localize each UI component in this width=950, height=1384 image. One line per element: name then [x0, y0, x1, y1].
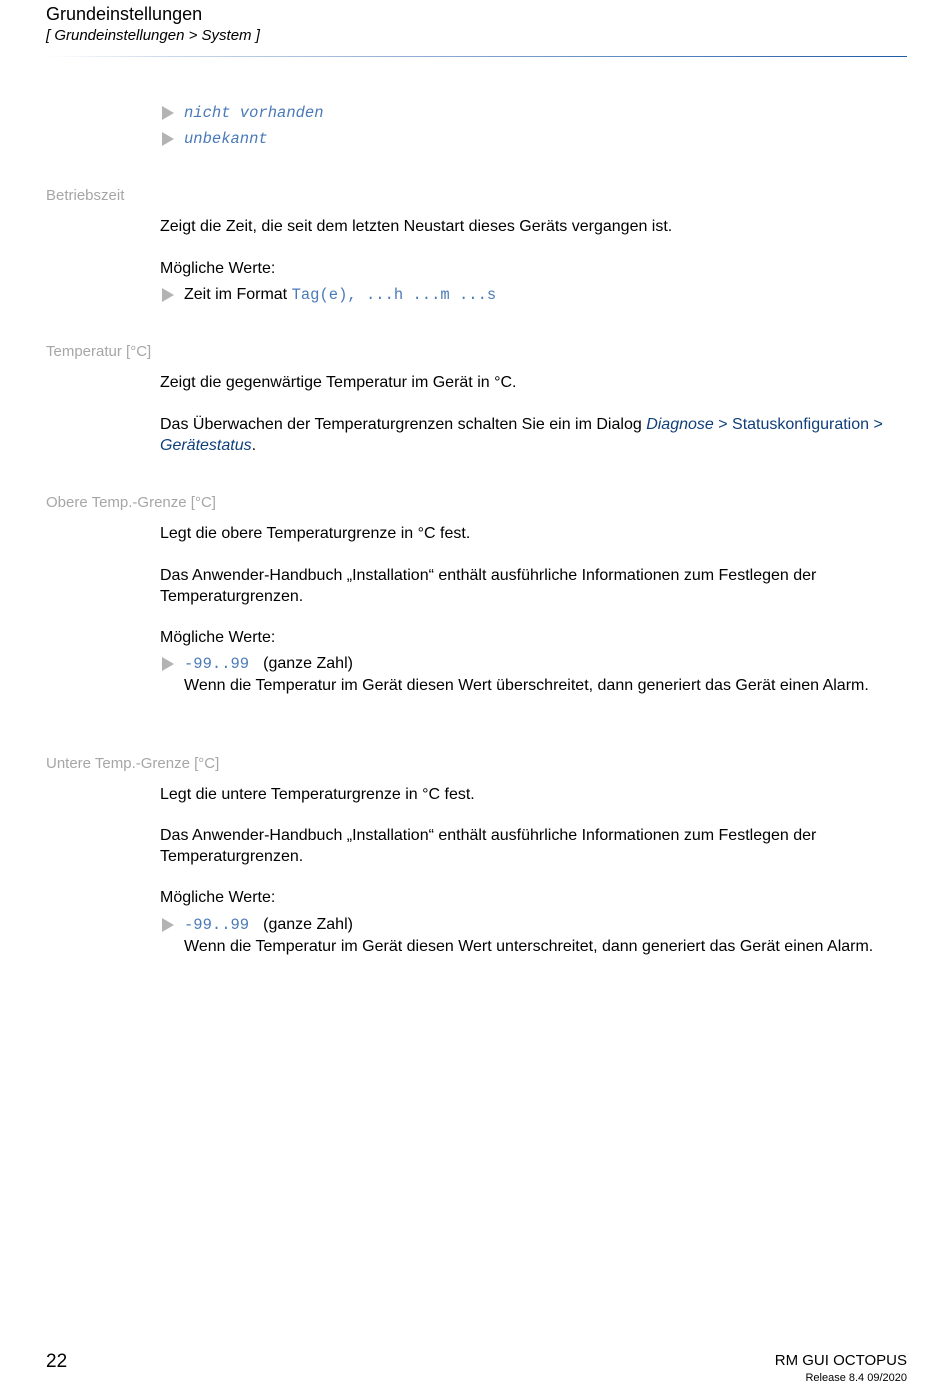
value-description: Wenn die Temperatur im Gerät diesen Wert unterschreitet, dann generiert das Gerät einen Alarm. [184, 938, 874, 955]
bullet-triangle-icon [162, 106, 174, 120]
section-label-betriebszeit: Betriebszeit [46, 187, 125, 204]
section-label-obere-grenze: Obere Temp.-Grenze [°C] [46, 494, 216, 511]
link-separator: > [713, 416, 733, 433]
link-separator: > [869, 416, 883, 433]
section-label-untere-grenze: Untere Temp.-Grenze [°C] [46, 755, 220, 772]
values-heading: Mögliche Werte: [160, 260, 276, 277]
section-note [160, 414, 900, 456]
value-code: -99..99 [184, 655, 250, 673]
value-type: (ganze Zahl) [263, 655, 353, 672]
section-description: Legt die untere Temperaturgrenze in °C fest. [160, 786, 475, 803]
product-name: RM GUI OCTOPUS [774, 1352, 907, 1369]
value-prefix: Zeit im Format [184, 286, 292, 303]
link-geraetestatus[interactable]: Gerätestatus [160, 437, 252, 454]
section-description: Zeigt die Zeit, die seit dem letzten Neustart dieses Geräts vergangen ist. [160, 218, 673, 235]
values-heading: Mögliche Werte: [160, 629, 276, 646]
link-statuskonfiguration[interactable]: Statuskonfiguration [732, 416, 870, 433]
value-description: Wenn die Temperatur im Gerät diesen Wert überschreitet, dann generiert das Gerät einen Alarm. [184, 677, 869, 694]
section-label-temperatur: Temperatur [°C] [46, 343, 152, 360]
header-divider [46, 56, 907, 57]
value-code: -99..99 [184, 916, 250, 934]
section-note: Das Anwender-Handbuch „Installation“ enthält ausführliche Informationen zum Festlegen der Temperaturgrenzen. [160, 567, 817, 605]
bullet-triangle-icon [162, 288, 174, 302]
section-note: Das Anwender-Handbuch „Installation“ enthält ausführliche Informationen zum Festlegen der Temperaturgrenzen. [160, 827, 817, 865]
value-type: (ganze Zahl) [263, 916, 353, 933]
section-description: Legt die obere Temperaturgrenze in °C fest. [160, 525, 471, 542]
section-description: Zeigt die gegenwärtige Temperatur im Gerät in °C. [160, 374, 517, 391]
bullet-triangle-icon [162, 132, 174, 146]
link-diagnose[interactable]: Diagnose [646, 416, 714, 433]
values-heading: Mögliche Werte: [160, 889, 276, 906]
note-text: Das Überwachen der Temperaturgrenzen schalten Sie ein im Dialog [160, 416, 647, 433]
value-code: nicht vorhanden [184, 104, 324, 122]
bullet-triangle-icon [162, 657, 174, 671]
bullet-triangle-icon [162, 918, 174, 932]
note-suffix: . [251, 437, 257, 454]
breadcrumb: [ Grundeinstellungen > System ] [46, 27, 260, 44]
value-code: Tag(e), ...h ...m ...s [291, 286, 497, 304]
value-code: unbekannt [184, 130, 268, 148]
page-number: 22 [46, 1351, 68, 1372]
release-info: Release 8.4 09/2020 [805, 1372, 907, 1384]
page-header-title: Grundeinstellungen [46, 4, 203, 24]
